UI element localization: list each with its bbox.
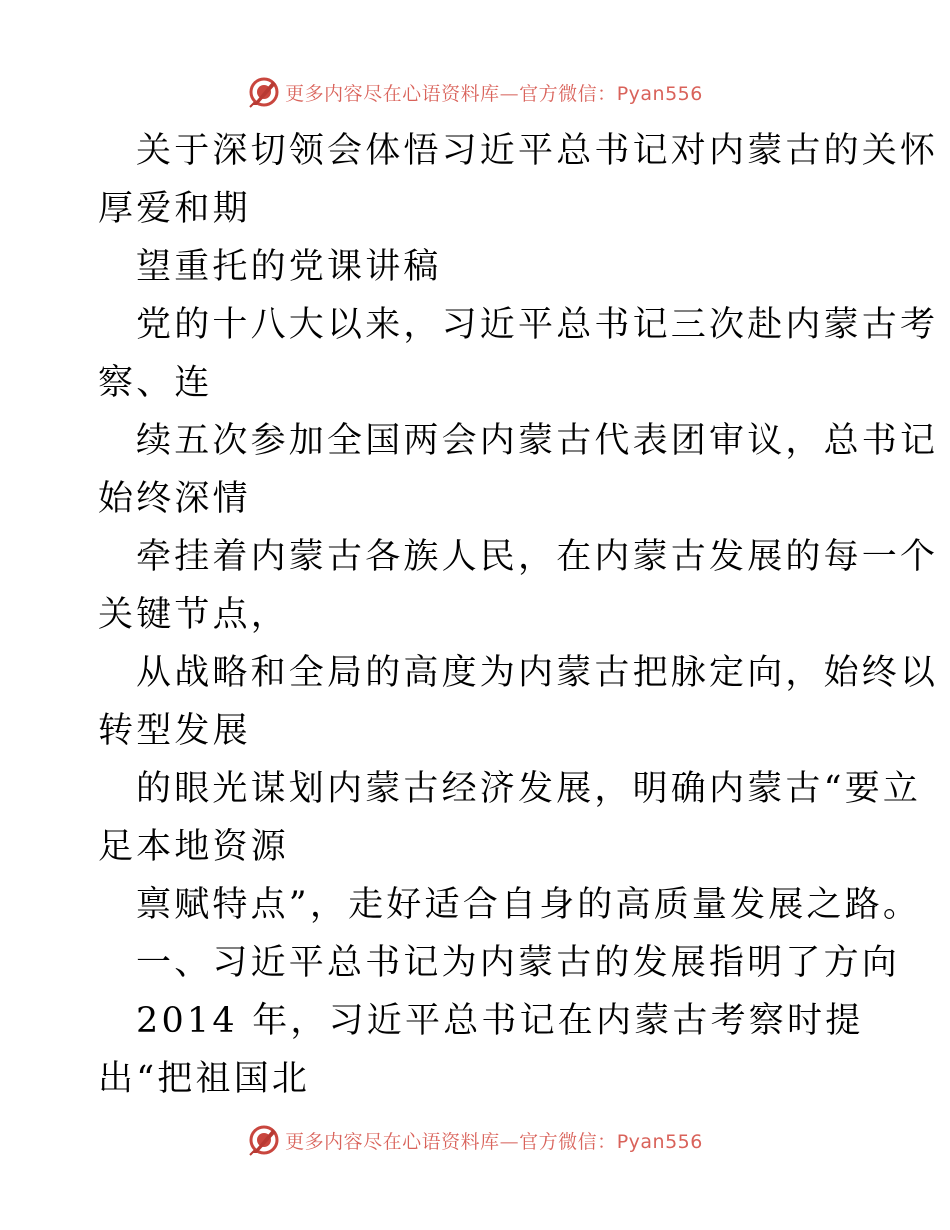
text-line: 关于深切领会体悟习近平总书记对内蒙古的关怀 xyxy=(136,131,939,171)
footer-banner xyxy=(0,1120,950,1160)
text-line: 厚爱和期 xyxy=(98,189,251,229)
banner-sub-text: 官方微信： xyxy=(519,1130,617,1153)
banner-sub-text: 官方微信： xyxy=(519,82,617,105)
text-line: 的眼光谋划内蒙古经济发展，明确内蒙古“要立 xyxy=(136,769,922,809)
text-line: 禀赋特点”，走好适合自身的高质量发展之路。 xyxy=(136,885,922,925)
banner-main-text: 更多内容尽在心语资料库 xyxy=(285,1130,500,1153)
banner-main-text: 更多内容尽在心语资料库 xyxy=(285,82,500,105)
banner-handle: Pyan556 xyxy=(616,1130,703,1153)
header-banner xyxy=(0,72,950,112)
quill-logo-icon xyxy=(247,75,281,109)
document-body xyxy=(98,122,939,1108)
banner-text xyxy=(285,79,703,106)
banner-separator: — xyxy=(499,1130,520,1153)
text-line: 一、习近平总书记为内蒙古的发展指明了方向 xyxy=(136,943,901,983)
quill-logo-icon xyxy=(247,1123,281,1157)
text-line: 续五次参加全国两会内蒙古代表团审议，总书记 xyxy=(136,421,939,461)
text-line: 察、连 xyxy=(98,363,213,403)
text-line: 出“把祖国北 xyxy=(98,1059,311,1099)
banner-text xyxy=(285,1127,703,1154)
text-line: 关键节点， xyxy=(98,595,290,635)
banner-separator: — xyxy=(499,82,520,105)
banner-handle: Pyan556 xyxy=(616,82,703,105)
text-line: 牵挂着内蒙古各族人民，在内蒙古发展的每一个 xyxy=(136,537,939,577)
text-line: 足本地资源 xyxy=(98,827,290,867)
text-line: 转型发展 xyxy=(98,711,251,751)
text-line: 党的十八大以来，习近平总书记三次赴内蒙古考 xyxy=(136,305,939,345)
text-line: 望重托的党课讲稿 xyxy=(136,247,442,287)
text-line: 从战略和全局的高度为内蒙古把脉定向，始终以 xyxy=(136,653,939,693)
text-line: 2014 年，习近平总书记在内蒙古考察时提 xyxy=(136,1001,864,1041)
text-line: 始终深情 xyxy=(98,479,251,519)
